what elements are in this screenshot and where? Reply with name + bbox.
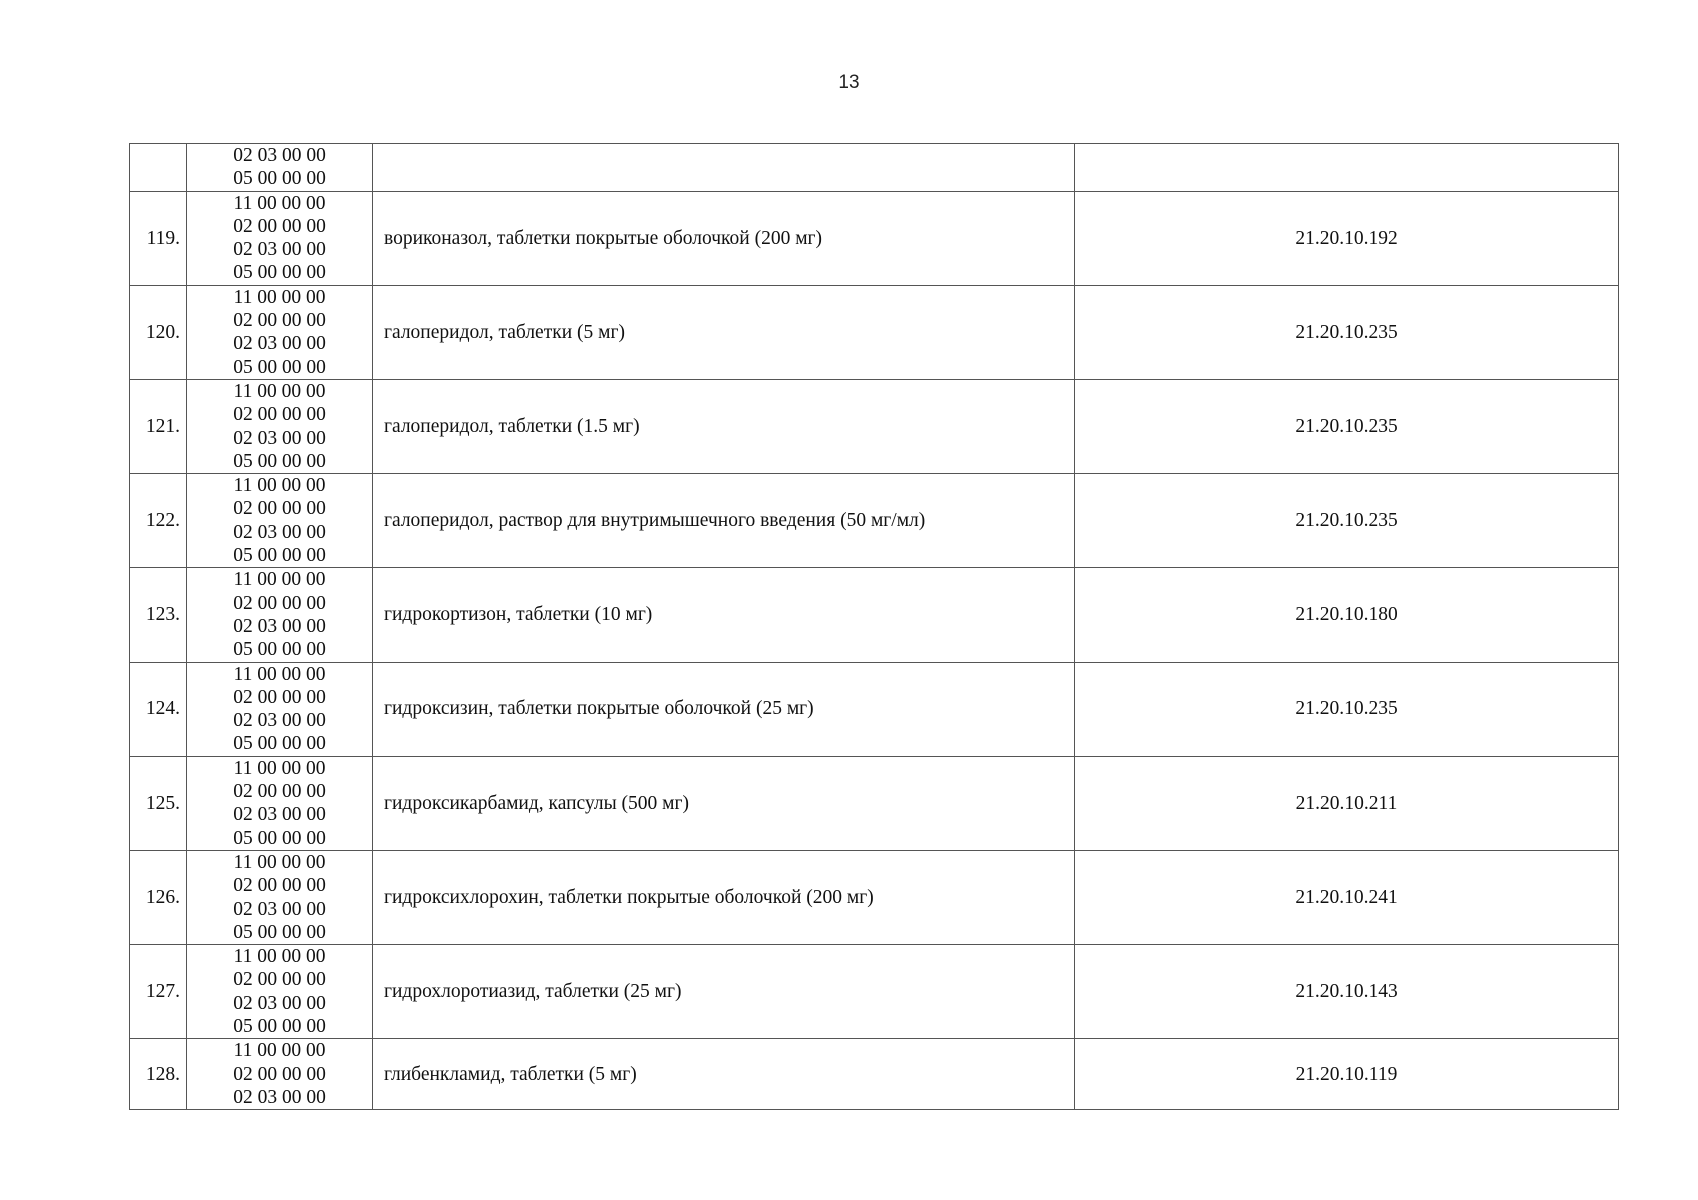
table-row [130,850,1619,944]
code-line: 11 00 00 00 [233,192,326,214]
okpd-code: 21.20.10.235 [1075,662,1619,756]
row-number: 122. [130,474,187,568]
medication-name: вориконазол, таблетки покрытые оболочкой (200 мг) [373,191,1075,285]
okpd-code: 21.20.10.241 [1075,850,1619,944]
code-line: 02 00 00 00 [233,215,326,237]
okpd-code [1075,144,1619,192]
code-line: 02 03 00 00 [233,521,326,543]
classification-codes [187,945,373,1039]
table-body [130,144,1619,1110]
table-row [130,568,1619,662]
row-number: 125. [130,756,187,850]
okpd-code: 21.20.10.235 [1075,379,1619,473]
code-line: 11 00 00 00 [233,663,326,685]
row-number: 128. [130,1039,187,1110]
medication-name: галоперидол, таблетки (1.5 мг) [373,379,1075,473]
table-row [130,1039,1619,1110]
code-line: 02 03 00 00 [233,710,326,732]
okpd-code: 21.20.10.235 [1075,474,1619,568]
code-line: 02 00 00 00 [233,592,326,614]
okpd-code: 21.20.10.192 [1075,191,1619,285]
medication-name: галоперидол, таблетки (5 мг) [373,285,1075,379]
code-line: 05 00 00 00 [233,168,326,190]
row-number: 126. [130,850,187,944]
table-row [130,379,1619,473]
table-row [130,756,1619,850]
table-row [130,662,1619,756]
code-line: 02 00 00 00 [233,1063,326,1085]
row-number: 121. [130,379,187,473]
code-line: 02 03 00 00 [233,1086,326,1108]
table-row [130,285,1619,379]
code-line: 02 03 00 00 [233,239,326,261]
code-line: 05 00 00 00 [233,545,326,567]
code-line: 05 00 00 00 [233,450,326,472]
row-number: 124. [130,662,187,756]
table-row [130,191,1619,285]
row-number: 119. [130,191,187,285]
okpd-code: 21.20.10.211 [1075,756,1619,850]
medication-name: гидроксикарбамид, капсулы (500 мг) [373,756,1075,850]
medication-name [373,144,1075,192]
classification-codes [187,285,373,379]
code-line: 02 03 00 00 [233,992,326,1014]
code-line: 02 03 00 00 [233,804,326,826]
code-line: 02 03 00 00 [233,898,326,920]
page-number: 13 [838,72,860,93]
code-line: 11 00 00 00 [233,851,326,873]
code-line: 02 00 00 00 [233,875,326,897]
code-line: 05 00 00 00 [233,827,326,849]
medication-table [129,143,1619,1110]
medication-name: гидроксихлорохин, таблетки покрытые оболочкой (200 мг) [373,850,1075,944]
code-line: 05 00 00 00 [233,639,326,661]
classification-codes [187,379,373,473]
code-line: 05 00 00 00 [233,356,326,378]
code-line: 11 00 00 00 [233,1040,326,1062]
okpd-code: 21.20.10.235 [1075,285,1619,379]
medication-name: гидрохлоротиазид, таблетки (25 мг) [373,945,1075,1039]
classification-codes [187,474,373,568]
code-line: 05 00 00 00 [233,262,326,284]
code-line: 05 00 00 00 [233,733,326,755]
medication-name: глибенкламид, таблетки (5 мг) [373,1039,1075,1110]
classification-codes [187,1039,373,1110]
code-line: 02 00 00 00 [233,969,326,991]
table-row [130,474,1619,568]
medication-name: галоперидол, раствор для внутримышечного введения (50 мг/мл) [373,474,1075,568]
code-line: 02 03 00 00 [233,615,326,637]
code-line: 02 03 00 00 [233,145,326,166]
code-line: 02 03 00 00 [233,427,326,449]
code-line: 02 00 00 00 [233,310,326,332]
table-row [130,144,1619,192]
okpd-code: 21.20.10.180 [1075,568,1619,662]
code-line: 11 00 00 00 [233,757,326,779]
code-line: 02 03 00 00 [233,333,326,355]
code-line: 11 00 00 00 [233,286,326,308]
classification-codes [187,756,373,850]
code-line: 11 00 00 00 [233,475,326,497]
code-line: 11 00 00 00 [233,946,326,968]
code-line: 05 00 00 00 [233,921,326,943]
code-line: 11 00 00 00 [233,569,326,591]
medication-name: гидрокортизон, таблетки (10 мг) [373,568,1075,662]
classification-codes [187,144,373,192]
row-number: 120. [130,285,187,379]
row-number [130,144,187,192]
code-line: 02 00 00 00 [233,781,326,803]
row-number: 123. [130,568,187,662]
classification-codes [187,662,373,756]
okpd-code: 21.20.10.119 [1075,1039,1619,1110]
code-line: 11 00 00 00 [233,380,326,402]
classification-codes [187,850,373,944]
row-number: 127. [130,945,187,1039]
code-line: 02 00 00 00 [233,404,326,426]
code-line: 02 00 00 00 [233,498,326,520]
classification-codes [187,568,373,662]
classification-codes [187,191,373,285]
code-line: 05 00 00 00 [233,1015,326,1037]
okpd-code: 21.20.10.143 [1075,945,1619,1039]
code-line: 02 00 00 00 [233,686,326,708]
table-row [130,945,1619,1039]
medication-name: гидроксизин, таблетки покрытые оболочкой (25 мг) [373,662,1075,756]
